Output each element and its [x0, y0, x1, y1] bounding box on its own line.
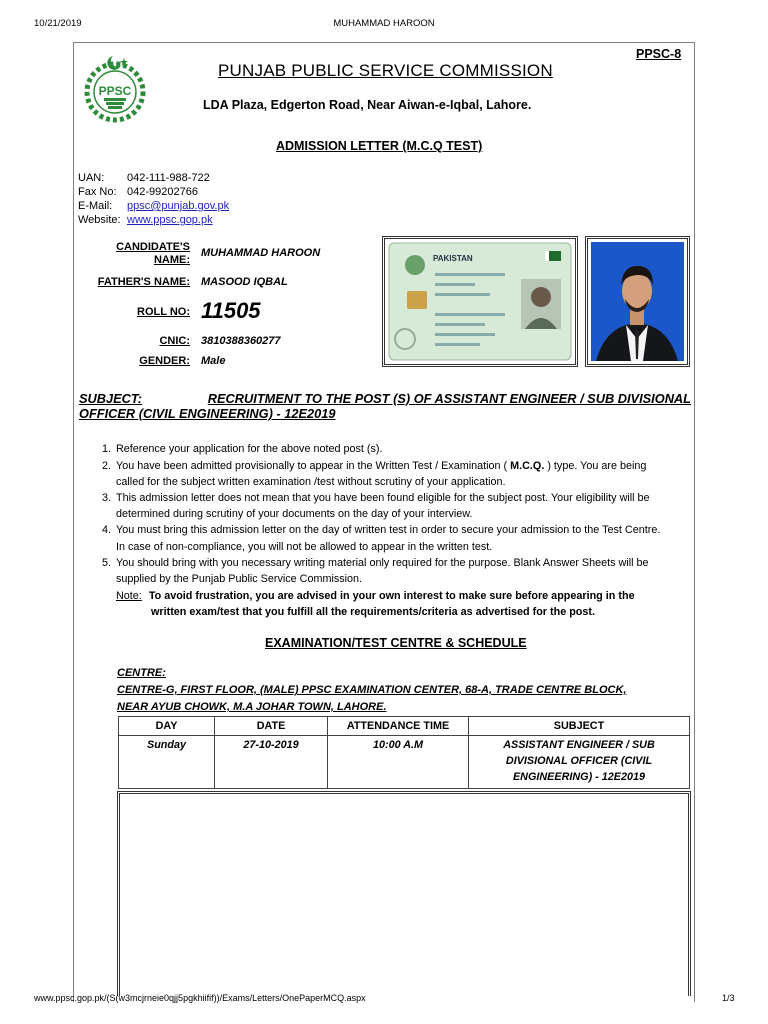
blank-box [117, 791, 691, 996]
candidate-name-label-line1: CANDIDATE'S [116, 241, 190, 253]
logo-text: PPSC [98, 84, 132, 98]
cell-day: Sunday [119, 736, 215, 789]
subject-block [79, 391, 691, 421]
cell-subject-line3: ENGINEERING) - 12E2019 [512, 771, 645, 783]
emblem-icon [405, 255, 425, 275]
centre-section-title: EXAMINATION/TEST CENTRE & SCHEDULE [265, 636, 527, 650]
table-header-row [119, 717, 690, 736]
letter-title: ADMISSION LETTER (M.C.Q TEST) [276, 139, 483, 153]
schedule-table [118, 716, 690, 789]
candidate-name-label [80, 241, 190, 267]
col-subject: SUBJECT [469, 717, 690, 736]
website-label: Website: [78, 214, 121, 226]
cell-subject-line1: ASSISTANT ENGINEER / SUB [503, 739, 655, 751]
cell-subject-line2: DIVISIONAL OFFICER (CIVIL [505, 755, 653, 767]
page-url[interactable]: www.ppsc.gop.pk/(S(w3mcjrneie0qjj5pgkhiifif))/Exams/Letters/OnePaperMCQ.aspx [34, 993, 366, 1003]
subject-line1: RECRUITMENT TO THE POST (S) OF ASSISTANT ENGINEER / SUB DIVISIONAL [207, 391, 691, 406]
cell-subject [469, 736, 690, 789]
gender-label: GENDER: [139, 355, 190, 367]
note-line1: To avoid frustration, you are advised in your own interest to make sure before appearing in the [148, 590, 635, 602]
roll-no-label: ROLL NO: [137, 306, 190, 318]
candidate-name-label-line2: NAME: [153, 254, 190, 266]
cnic-label: CNIC: [159, 335, 190, 347]
father-name-label: FATHER'S NAME: [97, 276, 190, 288]
subject-line2: OFFICER (CIVIL ENGINEERING) - 12E2019 [79, 406, 336, 421]
cnic-value: 3810388360277 [201, 335, 281, 347]
centre-address-line2: NEAR AYUB CHOWK, M.A JOHAR TOWN, LAHORE. [117, 701, 387, 713]
note-label: Note: [116, 590, 142, 602]
centre-address-line1: CENTRE-G, FIRST FLOOR, (MALE) PPSC EXAMINATION CENTER, 68-A, TRADE CENTRE BLOCK, [117, 684, 627, 696]
note [116, 588, 692, 604]
col-time: ATTENDANCE TIME [328, 717, 469, 736]
page-number: 1/3 [722, 993, 735, 1003]
uan-label: UAN: [78, 172, 105, 184]
email-link[interactable]: ppsc@punjab.gov.pk [127, 200, 230, 212]
print-title: MUHAMMAD HAROON [333, 18, 435, 29]
candidate-photo [585, 236, 690, 367]
fax-label: Fax No: [78, 186, 117, 198]
contact-block [78, 171, 229, 227]
gender-value: Male [201, 355, 226, 367]
father-name: MASOOD IQBAL [201, 276, 288, 288]
ppsc-logo [80, 52, 150, 124]
org-address: LDA Plaza, Edgerton Road, Near Aiwan-e-Iqbal, Lahore. [203, 98, 532, 112]
col-date: DATE [215, 717, 328, 736]
print-date: 10/21/2019 [34, 18, 82, 29]
cell-date: 27-10-2019 [215, 736, 328, 789]
candidate-name: MUHAMMAD HAROON [201, 247, 321, 259]
form-code: PPSC-8 [636, 47, 682, 61]
website-link[interactable]: www.ppsc.gop.pk [127, 214, 213, 226]
note-line2: written exam/test that you fulfill all the requirements/criteria as advertised for the post. [151, 606, 595, 618]
org-title: PUNJAB PUBLIC SERVICE COMMISSION [218, 61, 553, 80]
cell-time: 10:00 A.M [328, 736, 469, 789]
roll-no: 11505 [201, 298, 261, 323]
table-row [119, 736, 690, 789]
subject-prefix: SUBJECT: [79, 391, 143, 406]
uan-value: 042-111-988-722 [127, 172, 210, 184]
centre-label: CENTRE: [117, 667, 166, 679]
fax-value: 042-99202766 [127, 186, 198, 198]
chip-icon [407, 291, 427, 309]
col-day: DAY [119, 717, 215, 736]
instructions-list: 1. Reference your application for the above noted post (s). 2. You have been admitted provisionally to appear in the Written Test / Examination ( M.C.Q. ) type. You are being called for the subject written examination /test without scrutiny of your application. 3. This admission letter does not mean that you have been found eligible for the subject post. Your eligibility will be determined during scrutiny of your documents on the day of your interview. 4. You must bring this admission letter on the day of written test in order to secure your admission to the Test Centre. In case of non-compliance, you will not be allowed to appear in the written test. 5. You should bring with you necessary writing material only required for the purpose. Blank Answer Sheets will be supplied by the Punjab Public Service Commission. Note: To avoid frustration, you are advised in your own interest to make sure before appearing in the written exam/test that you fulfill all the requirements/criteria as advertised for the post. [102, 441, 692, 621]
card-country: PAKISTAN [433, 254, 473, 263]
email-label: E-Mail: [78, 200, 113, 212]
cnic-card-image [382, 236, 578, 367]
